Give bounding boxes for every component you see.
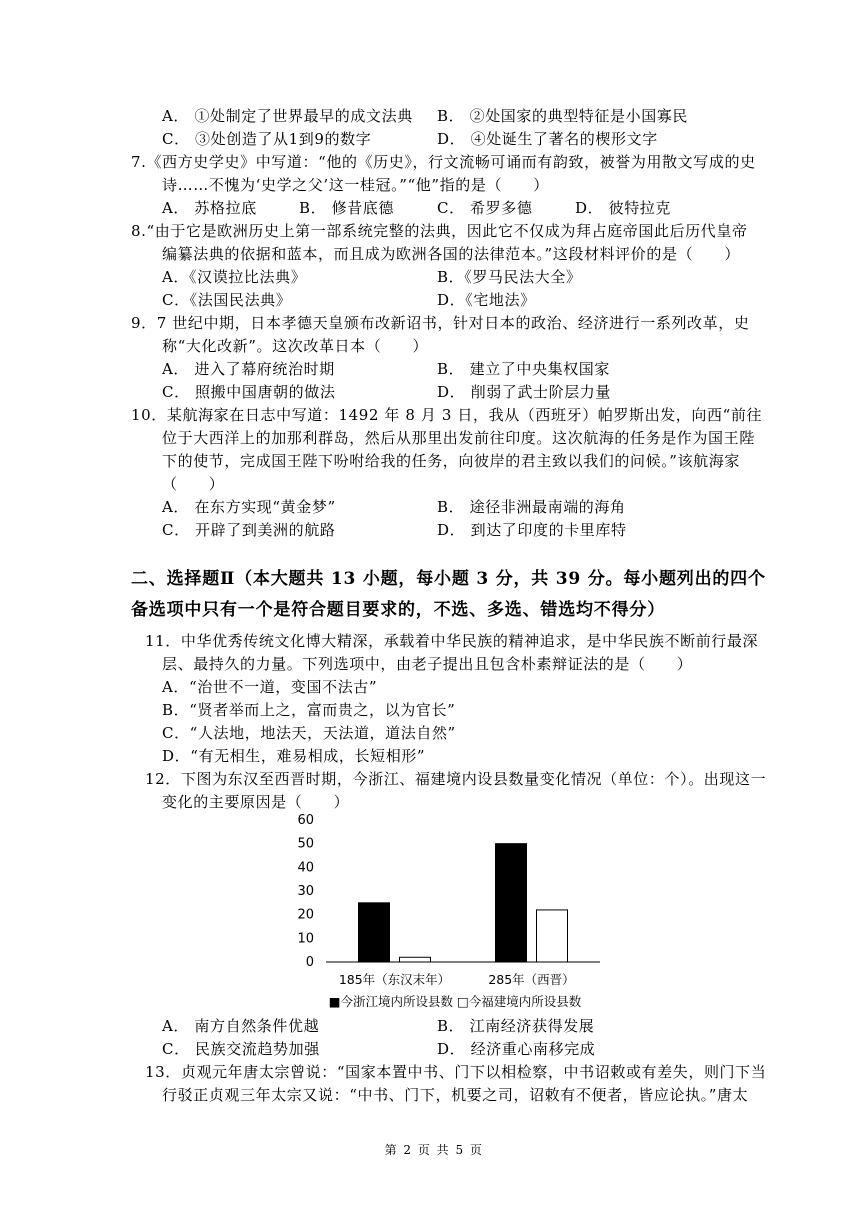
y-tick-label: 40 [297, 860, 314, 876]
section-heading-line2: 备选项中只有一个是符合题目要求的，不选、多选、错选均不得分） [131, 600, 665, 620]
y-tick-label: 20 [297, 907, 314, 923]
q12-option-d: D． 经济重心南移完成 [437, 1040, 596, 1058]
q12-option-b: B． 江南经济获得发展 [437, 1017, 595, 1035]
y-tick-label: 60 [297, 813, 314, 828]
q8-stem-line2: 编纂法典的依据和蓝本，而且成为欧洲各国的法律范本。”这段材料评价的是（ ） [162, 245, 740, 263]
q12-option-a: A． 南方自然条件优越 [162, 1017, 320, 1035]
q6-option-b: B． ②处国家的典型特征是小国寡民 [437, 107, 688, 125]
q9-option-b: B． 建立了中央集权国家 [437, 360, 610, 378]
q10-stem-line1: 10．某航海家在日志中写道：1492 年 8 月 3 日，我从（西班牙）帕罗斯出发，向西“前往 [131, 406, 763, 424]
q11-option-d: D．“有无相生，难易相成，长短相形” [162, 747, 426, 765]
q10-stem-line3: 下的使节，完成国王陛下吩咐给我的任务，向彼岸的君主致以我们的问候。”该航海家 [162, 452, 740, 470]
q10-option-a: A． 在东方实现“黄金梦” [162, 498, 336, 516]
q8-option-d: D．《宅地法》 [437, 291, 536, 309]
bar-zhejiang [496, 844, 527, 962]
q12-stem-line1: 12．下图为东汉至西晋时期，今浙江、福建境内设县数量变化情况（单位：个）。出现这一 [145, 770, 767, 788]
chart-legend: ■今浙江境内所设县数 □今福建境内所设县数 [328, 994, 582, 1009]
q6-option-a: A． ①处制定了世界最早的成文法典 [162, 107, 413, 125]
y-tick-label: 50 [297, 836, 314, 852]
q12-option-c: C． 民族交流趋势加强 [162, 1040, 320, 1058]
y-tick-label: 0 [305, 955, 314, 970]
q7-option-c: C． 希罗多德 [437, 199, 533, 217]
q10-stem-line2: 位于大西洋上的加那利群岛，然后从那里出发前往印度。这次航海的任务是作为国王陛 [162, 429, 755, 447]
q8-stem-line1: 8.“由于它是欧洲历史上第一部系统完整的法典，因此它不仅成为拜占庭帝国此后历代皇帝 [131, 222, 748, 240]
q8-option-b: B．《罗马民法大全》 [437, 268, 582, 286]
q7-option-b: B． 修昔底德 [299, 199, 394, 217]
q10-option-c: C． 开辟了到美洲的航路 [162, 521, 336, 539]
q11-option-c: C．“人法地，地法天，天法道，道法自然” [162, 724, 456, 742]
q10-stem-line4: （ ） [162, 475, 225, 493]
q6-option-d: D． ④处诞生了著名的楔形文字 [437, 130, 658, 148]
section-heading-line1: 二、选择题Ⅱ（本大题共 13 小题，每小题 3 分，共 39 分。每小题列出的四个 [131, 569, 766, 589]
q8-option-c: C．《法国民法典》 [162, 291, 292, 309]
page-footer: 第 2 页 共 5 页 [384, 1143, 484, 1157]
bar-fujian [400, 957, 431, 962]
bar-fujian [537, 910, 568, 962]
q7-stem-line2: 诗……不愧为‘史学之父’这一桂冠。”“他”指的是（ ） [162, 176, 549, 194]
q11-stem-line2: 层、最持久的力量。下列选项中，由老子提出且包含朴素辩证法的是（ ） [162, 655, 693, 673]
bar-zhejiang [359, 903, 390, 962]
q10-option-d: D． 到达了印度的卡里库特 [437, 521, 627, 539]
q7-option-d: D． 彼特拉克 [575, 199, 671, 217]
q7-stem-line1: 7.《西方史学史》中写道：“他的《历史》，行文流畅可诵而有韵致，被誉为用散文写成的史 [131, 153, 756, 171]
county-count-bar-chart [290, 808, 620, 1018]
y-tick-label: 30 [297, 884, 314, 899]
q13-stem-line2: 行驳正贞观三年太宗又说：“中书、门下，机要之司，诏敕有不便者，皆应论执。”唐太 [162, 1086, 749, 1104]
q9-stem-line2: 称“大化改新”。这次改革日本（ ） [162, 337, 429, 355]
q13-stem-line1: 13．贞观元年唐太宗曾说：“国家本置中书、门下以相检察，中书诏敕或有差失，则门下当 [145, 1063, 767, 1081]
y-tick-label: 10 [297, 931, 314, 947]
x-tick-label: 285年（西晋） [488, 972, 575, 987]
q7-option-a: A． 苏格拉底 [162, 199, 257, 217]
q9-option-a: A． 进入了幕府统治时期 [162, 360, 335, 378]
q9-stem-line1: 9．7 世纪中期，日本孝德天皇颁布改新诏书，针对日本的政治、经济进行一系列改革，史 [131, 314, 750, 332]
q8-option-a: A．《汉谟拉比法典》 [162, 268, 307, 286]
q11-option-b: B．“贤者举而上之，富而贵之，以为官长” [162, 701, 456, 719]
q11-stem-line1: 11．中华优秀传统文化博大精深，承载着中华民族的精神追求，是中华民族不断前行最深 [145, 632, 759, 650]
q11-option-a: A．“治世不一道，变国不法古” [162, 678, 378, 696]
q10-option-b: B． 途径非洲最南端的海角 [437, 498, 626, 516]
q9-option-c: C． 照搬中国唐朝的做法 [162, 383, 336, 401]
x-tick-label: 185年（东汉末年） [338, 972, 451, 987]
q9-option-d: D． 削弱了武士阶层力量 [437, 383, 611, 401]
q12-stem-line2: 变化的主要原因是（ ） [162, 793, 350, 811]
q6-option-c: C． ③处创造了从1到9的数字 [162, 130, 372, 148]
